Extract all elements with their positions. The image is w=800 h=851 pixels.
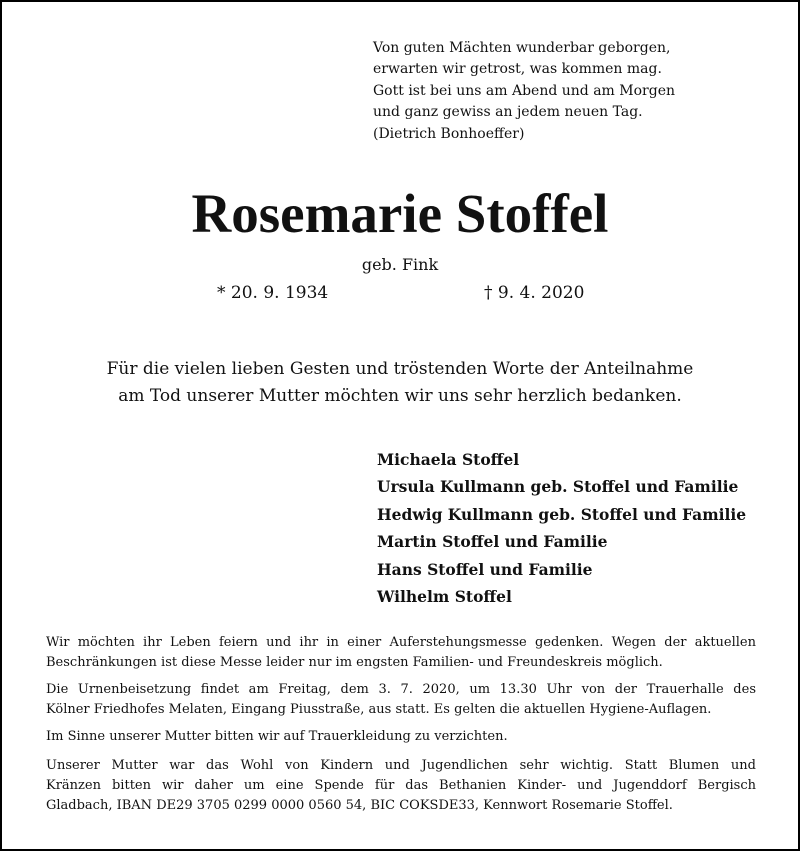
- thanks-line: am Tod unserer Mutter möchten wir uns sehr herzlich bedanken.: [118, 386, 682, 406]
- donation-line: Kränzen bitten wir daher um eine Spende für das Bethanien Kinder- und Jugenddorf Bergisch: [46, 778, 756, 793]
- family-member: Ursula Kullmann geb. Stoffel und Familie: [377, 477, 739, 497]
- family-member: Michaela Stoffel: [377, 450, 520, 469]
- family-member: Martin Stoffel und Familie: [377, 532, 608, 552]
- verse-attribution: (Dietrich Bonhoeffer): [373, 125, 525, 142]
- family-member: Hans Stoffel und Familie: [377, 559, 593, 579]
- death-date: † 9. 4. 2020: [484, 283, 585, 303]
- donation-line: Unserer Mutter war das Wohl von Kindern und Jugendlichen sehr wichtig. Statt Blumen und: [46, 758, 756, 773]
- deceased-name: Rosemarie Stoffel: [191, 183, 609, 244]
- mass-line: Wir möchten ihr Leben feiern und ihr in einer Auferstehungsmesse gedenken. Wegen der aktuellen: [46, 635, 756, 650]
- mass-line: Beschränkungen ist diese Messe leider nur im engsten Familien- und Freundeskreis möglich.: [46, 655, 663, 670]
- verse-line: und ganz gewiss an jedem neuen Tag.: [373, 104, 643, 121]
- birth-name: geb. Fink: [361, 255, 439, 274]
- family-member: Hedwig Kullmann geb. Stoffel und Familie: [377, 504, 747, 524]
- family-member: Wilhelm Stoffel: [377, 587, 512, 607]
- burial-line: Kölner Friedhofes Melaten, Eingang Piusstraße, aus statt. Es gelten die aktuellen Hygiene-Auflagen.: [46, 702, 712, 717]
- thanks-message: [2, 356, 798, 410]
- verse-line: Gott ist bei uns am Abend und am Morgen: [373, 82, 675, 99]
- attire-line: Im Sinne unserer Mutter bitten wir auf Trauerkleidung zu verzichten.: [46, 729, 508, 744]
- verse-line: Von guten Mächten wunderbar geborgen,: [373, 40, 671, 56]
- verse-line: erwarten wir getrost, was kommen mag.: [373, 61, 662, 78]
- funeral-information: [46, 633, 756, 823]
- burial-paragraph: [46, 680, 756, 720]
- donation-line: Gladbach, IBAN DE29 3705 0299 0000 0560 54, BIC COKSDE33, Kennwort Rosemarie Stoffel.: [46, 798, 673, 813]
- burial-line: Die Urnenbeisetzung findet am Freitag, dem 3. 7. 2020, um 13.30 Uhr von der Trauerhalle des: [46, 682, 756, 697]
- birth-date: * 20. 9. 1934: [217, 283, 329, 303]
- attire-paragraph: [46, 727, 756, 747]
- thanks-line: Für die vielen lieben Gesten und tröstenden Worte der Anteilnahme: [106, 359, 694, 379]
- donation-paragraph: [46, 756, 756, 816]
- mass-paragraph: [46, 633, 756, 673]
- family-list: [377, 446, 746, 610]
- bonhoeffer-verse: [373, 38, 675, 145]
